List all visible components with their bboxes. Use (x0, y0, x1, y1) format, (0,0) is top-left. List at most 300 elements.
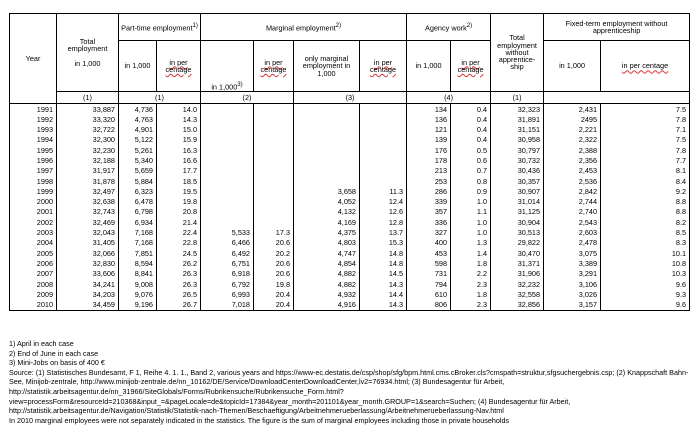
cell-fixed-term-pct: 9.6 (601, 300, 690, 311)
cell-fixed-term-pct: 9.2 (601, 186, 690, 196)
cell-only-marginal-pct (360, 104, 407, 115)
cell-fixed-term-pct: 8.8 (601, 197, 690, 207)
header-total-employment (57, 14, 119, 92)
cell-only-marginal-pct: 14.8 (360, 248, 407, 258)
cell-total-employment: 32,469 (57, 217, 119, 227)
cell-part-time-pct: 22.4 (157, 228, 201, 238)
cell-total-without-apprenticeship: 31,906 (491, 269, 544, 279)
table-row (10, 207, 690, 217)
cell-fixed-term-1000: 3,106 (544, 279, 601, 289)
cell-part-time-1000: 4,763 (119, 114, 157, 124)
table-row (10, 125, 690, 135)
cell-only-marginal-pct (360, 145, 407, 155)
cell-fixed-term-1000: 2,740 (544, 207, 601, 217)
cell-marginal-pct (254, 125, 294, 135)
table-row (10, 248, 690, 258)
cell-marginal-pct (254, 145, 294, 155)
header-agency-pct (451, 41, 491, 92)
cell-total-without-apprenticeship: 30,436 (491, 166, 544, 176)
cell-marginal-pct (254, 135, 294, 145)
table-row (10, 155, 690, 165)
cell-marginal-pct: 20.4 (254, 300, 294, 311)
cell-agency-1000: 339 (407, 197, 451, 207)
cell-agency-1000: 794 (407, 279, 451, 289)
cell-marginal-1000: 7,018 (201, 300, 254, 311)
cell-fixed-term-pct: 10.8 (601, 258, 690, 268)
cell-only-marginal-1000 (294, 166, 360, 176)
cell-agency-1000: 598 (407, 258, 451, 268)
cell-year: 2010 (10, 300, 57, 311)
cell-fixed-term-1000: 2495 (544, 114, 601, 124)
header-marginal-sup: 2) (335, 21, 342, 29)
header-marginal-pct (254, 41, 294, 92)
cell-agency-pct: 0.9 (451, 186, 491, 196)
cell-marginal-1000: 5,533 (201, 228, 254, 238)
cell-fixed-term-1000: 2,744 (544, 197, 601, 207)
cell-marginal-1000 (201, 155, 254, 165)
cell-year: 2009 (10, 289, 57, 299)
cell-part-time-pct: 21.4 (157, 217, 201, 227)
cell-marginal-pct: 20.6 (254, 269, 294, 279)
cell-marginal-pct: 20.6 (254, 238, 294, 248)
cell-part-time-1000: 7,168 (119, 238, 157, 248)
cell-part-time-1000: 7,851 (119, 248, 157, 258)
cell-total-employment: 32,066 (57, 248, 119, 258)
cell-year: 2007 (10, 269, 57, 279)
footnote-2-text: 2) End of June in each case (9, 348, 99, 358)
cell-total-employment: 32,830 (57, 258, 119, 268)
cell-total-employment: 33,887 (57, 104, 119, 115)
cell-fixed-term-pct: 7.7 (601, 155, 690, 165)
source-total: (1) (57, 92, 119, 104)
cell-part-time-1000: 5,340 (119, 155, 157, 165)
cell-marginal-1000: 6,993 (201, 289, 254, 299)
cell-agency-pct: 1.0 (451, 217, 491, 227)
header-agency-1000: in 1,000 (407, 41, 451, 92)
cell-year: 2008 (10, 279, 57, 289)
cell-year: 1997 (10, 166, 57, 176)
cell-only-marginal-1000: 4,803 (294, 238, 360, 248)
header-only-marginal-label: only marginal employment in 1,000 (302, 54, 351, 78)
cell-marginal-pct (254, 166, 294, 176)
header-only-marginal (294, 41, 360, 92)
cell-agency-pct: 1.1 (451, 207, 491, 217)
cell-part-time-1000: 5,884 (119, 176, 157, 186)
cell-total-employment: 32,638 (57, 197, 119, 207)
cell-fixed-term-pct: 9.6 (601, 279, 690, 289)
cell-part-time-pct: 14.0 (157, 104, 201, 115)
cell-total-employment: 32,043 (57, 228, 119, 238)
cell-part-time-1000: 8,841 (119, 269, 157, 279)
cell-only-marginal-pct (360, 176, 407, 186)
cell-year: 1993 (10, 125, 57, 135)
cell-fixed-term-1000: 2,356 (544, 155, 601, 165)
cell-agency-pct: 1.0 (451, 228, 491, 238)
cell-fixed-term-1000: 2,431 (544, 104, 601, 115)
cell-part-time-pct: 15.0 (157, 125, 201, 135)
cell-marginal-1000: 6,466 (201, 238, 254, 248)
cell-total-without-apprenticeship: 32,856 (491, 300, 544, 311)
cell-marginal-1000: 6,751 (201, 258, 254, 268)
cell-agency-1000: 134 (407, 104, 451, 115)
cell-fixed-term-1000: 2,536 (544, 176, 601, 186)
cell-agency-pct: 1.8 (451, 258, 491, 268)
header-part-time (119, 14, 201, 41)
employment-table-container (9, 13, 689, 311)
cell-total-without-apprenticeship: 30,357 (491, 176, 544, 186)
cell-part-time-1000: 5,261 (119, 145, 157, 155)
cell-year: 1999 (10, 186, 57, 196)
cell-year: 2001 (10, 207, 57, 217)
table-row (10, 145, 690, 155)
header-agency-label: Agency work (424, 23, 467, 33)
cell-only-marginal-pct (360, 155, 407, 165)
table-row (10, 269, 690, 279)
cell-only-marginal-1000: 4,882 (294, 279, 360, 289)
cell-only-marginal-pct: 14.4 (360, 289, 407, 299)
header-total-unit: in 1,000 (74, 58, 101, 68)
cell-agency-pct: 2.2 (451, 269, 491, 279)
cell-total-without-apprenticeship: 30,797 (491, 145, 544, 155)
cell-only-marginal-pct: 11.3 (360, 186, 407, 196)
footnote-2010-text: In 2010 marginal employees were not separately indicated in the statistics. The figure is the sum of marginal employees including those in private households (9, 415, 510, 425)
cell-total-employment: 34,203 (57, 289, 119, 299)
cell-total-employment: 32,743 (57, 207, 119, 217)
cell-part-time-1000: 9,076 (119, 289, 157, 299)
cell-fixed-term-pct: 10.1 (601, 248, 690, 258)
cell-part-time-pct: 26.7 (157, 300, 201, 311)
header-part-time-1000: in 1,000 (119, 41, 157, 92)
cell-part-time-1000: 6,798 (119, 207, 157, 217)
cell-total-without-apprenticeship: 30,958 (491, 135, 544, 145)
cell-agency-1000: 453 (407, 248, 451, 258)
cell-fixed-term-1000: 2,388 (544, 145, 601, 155)
cell-marginal-1000 (201, 114, 254, 124)
cell-year: 1991 (10, 104, 57, 115)
header-part-time-pct-label: in per centage (165, 57, 192, 74)
cell-only-marginal-pct (360, 166, 407, 176)
cell-marginal-pct (254, 114, 294, 124)
cell-agency-1000: 731 (407, 269, 451, 279)
cell-total-employment: 31,878 (57, 176, 119, 186)
header-fixed-term: Fixed-term employment without apprenticeship (544, 14, 690, 41)
cell-fixed-term-pct: 7.5 (601, 135, 690, 145)
cell-agency-1000: 176 (407, 145, 451, 155)
cell-agency-1000: 178 (407, 155, 451, 165)
cell-total-without-apprenticeship: 30,470 (491, 248, 544, 258)
cell-fixed-term-pct: 7.1 (601, 125, 690, 135)
cell-part-time-1000: 6,478 (119, 197, 157, 207)
cell-only-marginal-pct: 14.3 (360, 300, 407, 311)
cell-part-time-pct: 16.6 (157, 155, 201, 165)
footnote-2 (9, 349, 699, 359)
cell-fixed-term-1000: 2,453 (544, 166, 601, 176)
cell-part-time-1000: 6,323 (119, 186, 157, 196)
cell-only-marginal-1000: 4,169 (294, 217, 360, 227)
cell-part-time-1000: 8,594 (119, 258, 157, 268)
cell-marginal-1000 (201, 125, 254, 135)
cell-part-time-1000: 5,122 (119, 135, 157, 145)
cell-fixed-term-pct: 8.8 (601, 207, 690, 217)
cell-agency-1000: 253 (407, 176, 451, 186)
cell-total-without-apprenticeship: 32,558 (491, 289, 544, 299)
table-row (10, 217, 690, 227)
table-row (10, 228, 690, 238)
cell-fixed-term-1000: 2,221 (544, 125, 601, 135)
cell-agency-1000: 806 (407, 300, 451, 311)
cell-agency-pct: 0.4 (451, 135, 491, 145)
cell-marginal-1000 (201, 207, 254, 217)
cell-agency-pct: 0.6 (451, 155, 491, 165)
header-part-time-pct (157, 41, 201, 92)
footnote-2010 (9, 416, 699, 426)
cell-marginal-1000: 6,792 (201, 279, 254, 289)
table-row (10, 258, 690, 268)
header-agency (407, 14, 491, 41)
table-row (10, 114, 690, 124)
cell-year: 1998 (10, 176, 57, 186)
cell-year: 2002 (10, 217, 57, 227)
cell-total-employment: 34,241 (57, 279, 119, 289)
cell-agency-1000: 336 (407, 217, 451, 227)
cell-marginal-pct: 20.2 (254, 248, 294, 258)
cell-fixed-term-pct: 8.1 (601, 166, 690, 176)
cell-total-employment: 32,497 (57, 186, 119, 196)
cell-part-time-1000: 4,901 (119, 125, 157, 135)
header-fixed-term-pct (601, 41, 690, 92)
cell-marginal-1000 (201, 145, 254, 155)
cell-marginal-1000 (201, 166, 254, 176)
cell-agency-1000: 357 (407, 207, 451, 217)
table-row (10, 300, 690, 311)
cell-total-without-apprenticeship: 31,014 (491, 197, 544, 207)
cell-only-marginal-1000: 4,375 (294, 228, 360, 238)
source-note (9, 368, 699, 416)
cell-total-employment: 33,320 (57, 114, 119, 124)
cell-fixed-term-1000: 3,075 (544, 248, 601, 258)
cell-total-employment: 32,188 (57, 155, 119, 165)
cell-part-time-1000: 9,196 (119, 300, 157, 311)
cell-year: 1994 (10, 135, 57, 145)
cell-year: 1995 (10, 145, 57, 155)
cell-only-marginal-pct: 12.6 (360, 207, 407, 217)
header-marginal-pct-label: in per centage (260, 57, 287, 74)
cell-agency-pct: 1.3 (451, 238, 491, 248)
footnote-1 (9, 339, 699, 349)
header-part-time-label: Part-time employment (121, 23, 193, 33)
cell-total-without-apprenticeship: 30,732 (491, 155, 544, 165)
cell-agency-pct: 0.5 (451, 145, 491, 155)
cell-fixed-term-pct: 9.3 (601, 289, 690, 299)
cell-part-time-pct: 24.5 (157, 248, 201, 258)
footnote-3-text: 3) Mini-Jobs on basis of 400 € (9, 358, 105, 368)
cell-only-marginal-1000 (294, 176, 360, 186)
cell-only-marginal-pct: 14.3 (360, 279, 407, 289)
cell-marginal-pct: 17.3 (254, 228, 294, 238)
cell-fixed-term-pct: 7.8 (601, 145, 690, 155)
cell-agency-1000: 139 (407, 135, 451, 145)
header-marginal-label: Marginal employment (265, 23, 336, 33)
cell-only-marginal-pct: 14.5 (360, 269, 407, 279)
header-only-marginal-pct-label: in per centage (370, 57, 396, 74)
cell-year: 2004 (10, 238, 57, 248)
cell-fixed-term-1000: 2,603 (544, 228, 601, 238)
table-row (10, 279, 690, 289)
cell-part-time-pct: 26.5 (157, 289, 201, 299)
cell-fixed-term-pct: 8.3 (601, 238, 690, 248)
cell-only-marginal-1000: 4,747 (294, 248, 360, 258)
cell-only-marginal-pct: 12.4 (360, 197, 407, 207)
cell-agency-pct: 0.8 (451, 176, 491, 186)
cell-total-without-apprenticeship: 32,232 (491, 279, 544, 289)
cell-only-marginal-pct: 12.8 (360, 217, 407, 227)
cell-agency-pct: 1.8 (451, 289, 491, 299)
table-row (10, 135, 690, 145)
cell-only-marginal-pct: 14.8 (360, 258, 407, 268)
cell-part-time-1000: 5,659 (119, 166, 157, 176)
source-marginal: (2) (201, 92, 294, 104)
source-note-text: Source: (1) Statistisches Bundesamt, F 1, Reihe 4. 1. 1., Band 2, various years and https://www-ec.destatis.de/csp/shop/sfg/bpm.html.cms.cBroker.cls?cmspath=struktur,sfgsuchergebnis.csp; (2) Knappschaft Bahn-See, Minijob-zentrale, http://www.minijob-zentrale.de/nn_10162/DE/Service/DownloadCenterDownloadCenter,lv2=76934.html; (3) Bundesagentur für Arbeit, http://statistik.arbeitsagentur.de/nn_31966/SiteGlobals/Forms/Rubrikensuche/Rubrikensuche_Form.html?view=processForm&resourceId=210368&input_=&pageLocale=de&topicId=17384&year_month=201101&year_month.GROUP=1&search=Suchen; (4) Bundesagentur für Arbeit, http://statistik.arbeitsagentur.de/Navigation/Statistik/Statistik-nach-Themen/Beschaeftigung/Arbeitnehmerueberlassung/Arbeitnehmerueberlassung-Nav.html (9, 367, 689, 416)
cell-only-marginal-1000: 4,882 (294, 269, 360, 279)
cell-only-marginal-1000: 4,916 (294, 300, 360, 311)
cell-year: 2006 (10, 258, 57, 268)
cell-only-marginal-pct (360, 114, 407, 124)
cell-part-time-pct: 26.3 (157, 279, 201, 289)
cell-total-employment: 31,917 (57, 166, 119, 176)
cell-agency-pct: 0.4 (451, 114, 491, 124)
cell-agency-1000: 121 (407, 125, 451, 135)
cell-total-without-apprenticeship: 30,513 (491, 228, 544, 238)
cell-marginal-pct (254, 155, 294, 165)
cell-total-without-apprenticeship: 30,904 (491, 217, 544, 227)
cell-marginal-pct: 20.4 (254, 289, 294, 299)
cell-marginal-1000 (201, 186, 254, 196)
cell-year: 2005 (10, 248, 57, 258)
cell-fixed-term-1000: 2,478 (544, 238, 601, 248)
cell-total-employment: 32,300 (57, 135, 119, 145)
table-body (10, 104, 690, 311)
cell-total-without-apprenticeship: 31,151 (491, 125, 544, 135)
header-total-without-apprenticeship: Total employment without apprentice-ship (491, 14, 544, 92)
cell-agency-1000: 213 (407, 166, 451, 176)
cell-only-marginal-1000 (294, 125, 360, 135)
cell-part-time-pct: 26.2 (157, 258, 201, 268)
table-row (10, 104, 690, 115)
cell-total-without-apprenticeship: 31,371 (491, 258, 544, 268)
cell-marginal-1000 (201, 104, 254, 115)
cell-fixed-term-1000: 3,291 (544, 269, 601, 279)
cell-agency-pct: 1.0 (451, 197, 491, 207)
cell-marginal-pct (254, 186, 294, 196)
cell-marginal-pct (254, 197, 294, 207)
cell-only-marginal-1000: 4,932 (294, 289, 360, 299)
cell-part-time-pct: 22.8 (157, 238, 201, 248)
cell-part-time-1000: 7,168 (119, 228, 157, 238)
source-agency: (4) (407, 92, 491, 104)
cell-marginal-pct (254, 104, 294, 115)
cell-part-time-pct: 19.8 (157, 197, 201, 207)
table-row (10, 238, 690, 248)
cell-year: 2000 (10, 197, 57, 207)
header-marginal (201, 14, 407, 41)
cell-agency-1000: 136 (407, 114, 451, 124)
source-fixed-term (544, 92, 690, 104)
cell-only-marginal-1000 (294, 114, 360, 124)
header-part-time-sup: 1) (192, 21, 198, 29)
cell-only-marginal-pct (360, 125, 407, 135)
header-fixed-term-1000: in 1,000 (544, 41, 601, 92)
cell-only-marginal-1000 (294, 145, 360, 155)
cell-agency-pct: 2.3 (451, 300, 491, 311)
source-total-without: (1) (491, 92, 544, 104)
header-year: Year (10, 14, 57, 104)
header-only-marginal-pct (360, 41, 407, 92)
cell-marginal-1000 (201, 135, 254, 145)
cell-marginal-1000 (201, 217, 254, 227)
cell-part-time-pct: 14.3 (157, 114, 201, 124)
cell-agency-pct: 0.4 (451, 125, 491, 135)
cell-agency-pct: 2.3 (451, 279, 491, 289)
cell-only-marginal-1000: 4,854 (294, 258, 360, 268)
cell-total-employment: 32,230 (57, 145, 119, 155)
footnote-1-text: 1) April in each case (9, 339, 74, 348)
cell-marginal-1000: 6,918 (201, 269, 254, 279)
table-row (10, 197, 690, 207)
cell-only-marginal-1000: 4,052 (294, 197, 360, 207)
cell-total-employment: 33,606 (57, 269, 119, 279)
cell-marginal-1000 (201, 176, 254, 186)
header-marginal-1000-sup: 3) (237, 81, 243, 89)
table-row (10, 289, 690, 299)
cell-only-marginal-1000 (294, 104, 360, 115)
cell-marginal-pct (254, 176, 294, 186)
cell-fixed-term-1000: 3,157 (544, 300, 601, 311)
cell-part-time-pct: 26.3 (157, 269, 201, 279)
cell-fixed-term-1000: 3,389 (544, 258, 601, 268)
cell-total-without-apprenticeship: 31,891 (491, 114, 544, 124)
cell-part-time-1000: 6,934 (119, 217, 157, 227)
employment-table (9, 13, 690, 311)
cell-total-employment: 32,722 (57, 125, 119, 135)
cell-only-marginal-1000: 4,132 (294, 207, 360, 217)
cell-agency-1000: 327 (407, 228, 451, 238)
cell-fixed-term-1000: 2,543 (544, 217, 601, 227)
table-row (10, 176, 690, 186)
cell-agency-1000: 610 (407, 289, 451, 299)
cell-fixed-term-pct: 7.8 (601, 114, 690, 124)
cell-fixed-term-1000: 2,322 (544, 135, 601, 145)
cell-total-without-apprenticeship: 30,907 (491, 186, 544, 196)
cell-only-marginal-1000 (294, 135, 360, 145)
table-row (10, 166, 690, 176)
cell-total-employment: 34,459 (57, 300, 119, 311)
cell-agency-pct: 1.4 (451, 248, 491, 258)
cell-only-marginal-pct (360, 135, 407, 145)
cell-fixed-term-pct: 7.5 (601, 104, 690, 115)
cell-only-marginal-pct: 13.7 (360, 228, 407, 238)
cell-only-marginal-1000: 3,658 (294, 186, 360, 196)
cell-year: 1996 (10, 155, 57, 165)
cell-marginal-pct (254, 207, 294, 217)
cell-marginal-pct: 20.6 (254, 258, 294, 268)
cell-agency-1000: 286 (407, 186, 451, 196)
header-marginal-1000 (201, 41, 254, 92)
footnote-3 (9, 358, 699, 368)
cell-fixed-term-pct: 8.2 (601, 217, 690, 227)
cell-fixed-term-pct: 8.4 (601, 176, 690, 186)
cell-part-time-1000: 4,736 (119, 104, 157, 115)
cell-fixed-term-1000: 2,842 (544, 186, 601, 196)
